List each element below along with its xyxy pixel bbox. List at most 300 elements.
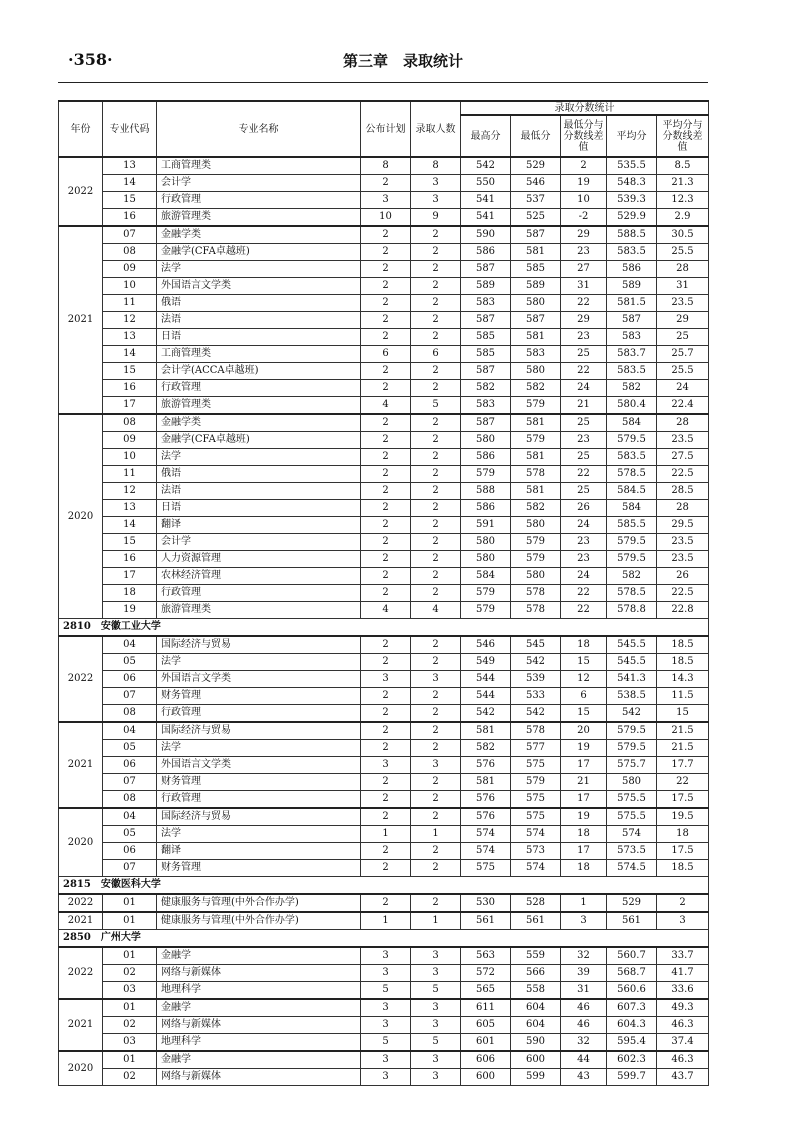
cell-avg: 539.3	[607, 192, 657, 209]
cell-code: 05	[103, 740, 157, 757]
cell-min-diff: 31	[561, 278, 607, 295]
cell-avg-diff: 19.5	[657, 808, 709, 826]
cell-avg: 580.4	[607, 397, 657, 415]
cell-min: 574	[511, 826, 561, 843]
cell-avg: 573.5	[607, 843, 657, 860]
cell-max: 574	[461, 843, 511, 860]
cell-max: 579	[461, 585, 511, 602]
cell-max: 586	[461, 449, 511, 466]
cell-avg: 560.7	[607, 947, 657, 965]
cell-code: 14	[103, 517, 157, 534]
cell-name: 财务管理	[157, 860, 361, 877]
cell-min-diff: 24	[561, 568, 607, 585]
cell-max: 574	[461, 826, 511, 843]
cell-avg: 584	[607, 500, 657, 517]
cell-admitted: 1	[411, 826, 461, 843]
cell-plan: 1	[361, 826, 411, 843]
cell-avg: 607.3	[607, 999, 657, 1017]
cell-min-diff: 24	[561, 517, 607, 534]
cell-admitted: 2	[411, 860, 461, 877]
cell-avg: 574	[607, 826, 657, 843]
table-row	[59, 1051, 709, 1069]
table-row	[59, 791, 709, 809]
cell-max: 583	[461, 295, 511, 312]
cell-code: 04	[103, 808, 157, 826]
table-row	[59, 449, 709, 466]
cell-min: 582	[511, 380, 561, 397]
cell-plan: 2	[361, 688, 411, 705]
cell-avg: 529	[607, 894, 657, 912]
table-row	[59, 278, 709, 295]
cell-name: 外国语言文学类	[157, 278, 361, 295]
cell-avg-diff: 33.7	[657, 947, 709, 965]
cell-name: 俄语	[157, 295, 361, 312]
cell-min: 589	[511, 278, 561, 295]
cell-avg-diff: 23.5	[657, 295, 709, 312]
cell-admitted: 3	[411, 1069, 461, 1086]
cell-name: 行政管理	[157, 380, 361, 397]
cell-min-diff: 20	[561, 722, 607, 740]
cell-avg-diff: 29	[657, 312, 709, 329]
cell-admitted: 2	[411, 774, 461, 791]
cell-min-diff: -2	[561, 209, 607, 227]
cell-min-diff: 25	[561, 449, 607, 466]
cell-min: 581	[511, 244, 561, 261]
cell-name: 法学	[157, 826, 361, 843]
cell-code: 09	[103, 261, 157, 278]
cell-avg: 580	[607, 774, 657, 791]
cell-max: 587	[461, 414, 511, 432]
year-cell: 2021	[59, 912, 103, 930]
cell-min-diff: 23	[561, 432, 607, 449]
cell-name: 法语	[157, 312, 361, 329]
cell-max: 576	[461, 791, 511, 809]
cell-avg: 584	[607, 414, 657, 432]
cell-max: 581	[461, 774, 511, 791]
cell-code: 19	[103, 602, 157, 619]
cell-avg: 579.5	[607, 534, 657, 551]
cell-min: 575	[511, 808, 561, 826]
cell-name: 会计学	[157, 534, 361, 551]
cell-min: 579	[511, 774, 561, 791]
cell-code: 06	[103, 757, 157, 774]
cell-max: 550	[461, 175, 511, 192]
cell-code: 04	[103, 636, 157, 654]
cell-avg: 538.5	[607, 688, 657, 705]
table-row	[59, 947, 709, 965]
cell-plan: 2	[361, 740, 411, 757]
cell-plan: 2	[361, 295, 411, 312]
cell-avg: 579.5	[607, 551, 657, 568]
cell-code: 15	[103, 192, 157, 209]
table-row	[59, 483, 709, 500]
cell-code: 08	[103, 244, 157, 261]
cell-admitted: 2	[411, 722, 461, 740]
cell-min-diff: 23	[561, 534, 607, 551]
table-row	[59, 312, 709, 329]
year-cell: 2021	[59, 226, 103, 414]
cell-avg: 578.8	[607, 602, 657, 619]
cell-admitted: 2	[411, 312, 461, 329]
cell-name: 金融学类	[157, 414, 361, 432]
cell-admitted: 2	[411, 654, 461, 671]
cell-admitted: 2	[411, 843, 461, 860]
table-row	[59, 568, 709, 585]
cell-name: 日语	[157, 329, 361, 346]
cell-min: 561	[511, 912, 561, 930]
cell-code: 01	[103, 894, 157, 912]
cell-min-diff: 29	[561, 226, 607, 244]
cell-min: 581	[511, 414, 561, 432]
cell-avg-diff: 25.7	[657, 346, 709, 363]
cell-admitted: 2	[411, 261, 461, 278]
cell-avg-diff: 12.3	[657, 192, 709, 209]
cell-name: 行政管理	[157, 192, 361, 209]
cell-min-diff: 17	[561, 843, 607, 860]
cell-avg: 583.5	[607, 244, 657, 261]
cell-min: 578	[511, 466, 561, 483]
col-name: 专业名称	[157, 101, 361, 157]
cell-plan: 3	[361, 1069, 411, 1086]
cell-code: 07	[103, 688, 157, 705]
cell-admitted: 2	[411, 688, 461, 705]
cell-code: 05	[103, 826, 157, 843]
cell-name: 金融学	[157, 947, 361, 965]
cell-min: 573	[511, 843, 561, 860]
cell-max: 580	[461, 534, 511, 551]
cell-min-diff: 3	[561, 912, 607, 930]
cell-avg: 583.7	[607, 346, 657, 363]
cell-code: 08	[103, 705, 157, 723]
table-row	[59, 551, 709, 568]
cell-max: 582	[461, 740, 511, 757]
cell-max: 584	[461, 568, 511, 585]
cell-avg-diff: 22.5	[657, 466, 709, 483]
cell-plan: 2	[361, 278, 411, 295]
cell-min: 581	[511, 483, 561, 500]
cell-plan: 2	[361, 774, 411, 791]
cell-plan: 3	[361, 671, 411, 688]
cell-min-diff: 22	[561, 466, 607, 483]
table-body	[59, 157, 709, 1086]
cell-max: 580	[461, 551, 511, 568]
col-avg-diff: 平均分与分数线差值	[657, 115, 709, 157]
cell-code: 11	[103, 295, 157, 312]
cell-admitted: 2	[411, 791, 461, 809]
cell-name: 人力资源管理	[157, 551, 361, 568]
table-row	[59, 843, 709, 860]
cell-code: 13	[103, 157, 157, 175]
cell-admitted: 2	[411, 705, 461, 723]
cell-admitted: 5	[411, 397, 461, 415]
cell-avg-diff: 18.5	[657, 654, 709, 671]
cell-admitted: 5	[411, 1034, 461, 1052]
cell-plan: 2	[361, 432, 411, 449]
cell-min-diff: 31	[561, 982, 607, 1000]
cell-min: 525	[511, 209, 561, 227]
cell-admitted: 2	[411, 483, 461, 500]
cell-admitted: 3	[411, 999, 461, 1017]
cell-code: 12	[103, 312, 157, 329]
cell-admitted: 2	[411, 534, 461, 551]
cell-max: 530	[461, 894, 511, 912]
cell-name: 地理科学	[157, 1034, 361, 1052]
cell-name: 行政管理	[157, 585, 361, 602]
col-stats-group: 录取分数统计	[461, 101, 709, 115]
cell-max: 561	[461, 912, 511, 930]
cell-avg-diff: 23.5	[657, 551, 709, 568]
cell-admitted: 2	[411, 585, 461, 602]
cell-min: 529	[511, 157, 561, 175]
cell-admitted: 2	[411, 244, 461, 261]
cell-admitted: 3	[411, 757, 461, 774]
cell-admitted: 2	[411, 517, 461, 534]
cell-avg: 587	[607, 312, 657, 329]
cell-min-diff: 18	[561, 636, 607, 654]
table-row	[59, 329, 709, 346]
cell-avg: 579.5	[607, 740, 657, 757]
chapter-title: 第三章 录取统计	[343, 52, 464, 70]
table-row	[59, 602, 709, 619]
cell-admitted: 2	[411, 329, 461, 346]
cell-min-diff: 23	[561, 329, 607, 346]
cell-min: 604	[511, 999, 561, 1017]
cell-min-diff: 1	[561, 894, 607, 912]
cell-avg-diff: 11.5	[657, 688, 709, 705]
cell-code: 05	[103, 654, 157, 671]
year-cell: 2022	[59, 894, 103, 912]
cell-avg: 561	[607, 912, 657, 930]
cell-max: 544	[461, 671, 511, 688]
table-row	[59, 517, 709, 534]
year-cell: 2020	[59, 808, 103, 877]
cell-name: 外国语言文学类	[157, 671, 361, 688]
year-cell: 2020	[59, 1051, 103, 1086]
cell-name: 翻译	[157, 843, 361, 860]
cell-avg: 582	[607, 380, 657, 397]
table-row	[59, 636, 709, 654]
cell-avg-diff: 26	[657, 568, 709, 585]
cell-plan: 2	[361, 244, 411, 261]
cell-code: 12	[103, 483, 157, 500]
cell-avg: 602.3	[607, 1051, 657, 1069]
university-row	[59, 619, 709, 637]
cell-admitted: 2	[411, 808, 461, 826]
cell-min: 580	[511, 568, 561, 585]
table-row	[59, 912, 709, 930]
cell-plan: 2	[361, 894, 411, 912]
cell-admitted: 3	[411, 192, 461, 209]
cell-avg: 584.5	[607, 483, 657, 500]
cell-avg: 578.5	[607, 466, 657, 483]
cell-max: 575	[461, 860, 511, 877]
cell-avg: 585.5	[607, 517, 657, 534]
cell-name: 旅游管理类	[157, 397, 361, 415]
cell-avg: 560.6	[607, 982, 657, 1000]
cell-admitted: 5	[411, 982, 461, 1000]
col-admitted: 录取人数	[411, 101, 461, 157]
table-row	[59, 363, 709, 380]
cell-avg: 583.5	[607, 363, 657, 380]
cell-avg: 599.7	[607, 1069, 657, 1086]
cell-avg: 545.5	[607, 654, 657, 671]
university-row	[59, 877, 709, 895]
cell-avg-diff: 37.4	[657, 1034, 709, 1052]
cell-plan: 2	[361, 449, 411, 466]
cell-min: 579	[511, 551, 561, 568]
cell-min-diff: 19	[561, 175, 607, 192]
cell-code: 13	[103, 329, 157, 346]
cell-min: 539	[511, 671, 561, 688]
cell-max: 544	[461, 688, 511, 705]
cell-avg-diff: 30.5	[657, 226, 709, 244]
table-row	[59, 965, 709, 982]
cell-code: 10	[103, 278, 157, 295]
cell-avg-diff: 31	[657, 278, 709, 295]
cell-plan: 2	[361, 808, 411, 826]
cell-code: 14	[103, 346, 157, 363]
cell-avg: 568.7	[607, 965, 657, 982]
cell-avg-diff: 29.5	[657, 517, 709, 534]
cell-max: 605	[461, 1017, 511, 1034]
cell-min-diff: 21	[561, 397, 607, 415]
cell-max: 606	[461, 1051, 511, 1069]
cell-min: 545	[511, 636, 561, 654]
cell-min: 580	[511, 295, 561, 312]
cell-min: 542	[511, 705, 561, 723]
cell-avg: 542	[607, 705, 657, 723]
cell-min-diff: 2	[561, 157, 607, 175]
cell-name: 国际经济与贸易	[157, 808, 361, 826]
cell-avg-diff: 18	[657, 826, 709, 843]
table-row	[59, 1034, 709, 1052]
cell-min: 585	[511, 261, 561, 278]
table-row	[59, 295, 709, 312]
col-max: 最高分	[461, 115, 511, 157]
cell-code: 09	[103, 432, 157, 449]
cell-avg: 583	[607, 329, 657, 346]
table-row	[59, 826, 709, 843]
cell-name: 法语	[157, 483, 361, 500]
cell-name: 工商管理类	[157, 346, 361, 363]
cell-name: 金融学(CFA卓越班)	[157, 432, 361, 449]
cell-name: 网络与新媒体	[157, 1017, 361, 1034]
cell-plan: 2	[361, 636, 411, 654]
table-row	[59, 226, 709, 244]
cell-min-diff: 39	[561, 965, 607, 982]
cell-min-diff: 24	[561, 380, 607, 397]
table-row	[59, 175, 709, 192]
cell-avg-diff: 22	[657, 774, 709, 791]
year-cell: 2022	[59, 636, 103, 722]
cell-name: 网络与新媒体	[157, 1069, 361, 1086]
cell-avg-diff: 33.6	[657, 982, 709, 1000]
cell-plan: 2	[361, 722, 411, 740]
cell-avg-diff: 23.5	[657, 432, 709, 449]
cell-max: 581	[461, 722, 511, 740]
cell-admitted: 3	[411, 175, 461, 192]
col-year: 年份	[59, 101, 103, 157]
year-cell: 2022	[59, 947, 103, 999]
university-title: 2815 安徽医科大学	[59, 877, 709, 895]
cell-min: 574	[511, 860, 561, 877]
cell-max: 541	[461, 209, 511, 227]
cell-admitted: 6	[411, 346, 461, 363]
cell-min-diff: 46	[561, 999, 607, 1017]
cell-plan: 4	[361, 602, 411, 619]
table-row	[59, 757, 709, 774]
cell-avg: 588.5	[607, 226, 657, 244]
cell-plan: 2	[361, 483, 411, 500]
cell-min-diff: 25	[561, 414, 607, 432]
table-row	[59, 380, 709, 397]
col-min-diff: 最低分与分数线差值	[561, 115, 607, 157]
cell-min: 600	[511, 1051, 561, 1069]
cell-plan: 2	[361, 791, 411, 809]
cell-admitted: 3	[411, 1051, 461, 1069]
cell-avg-diff: 17.5	[657, 791, 709, 809]
table-row	[59, 894, 709, 912]
cell-avg-diff: 46.3	[657, 1017, 709, 1034]
cell-code: 02	[103, 1069, 157, 1086]
cell-code: 01	[103, 912, 157, 930]
admission-table	[58, 100, 709, 1086]
cell-min-diff: 29	[561, 312, 607, 329]
cell-min: 577	[511, 740, 561, 757]
cell-min: 578	[511, 585, 561, 602]
cell-code: 16	[103, 380, 157, 397]
cell-min-diff: 27	[561, 261, 607, 278]
cell-avg-diff: 17.7	[657, 757, 709, 774]
table-row	[59, 688, 709, 705]
cell-avg-diff: 2	[657, 894, 709, 912]
university-title: 2850 广州大学	[59, 930, 709, 948]
table-row	[59, 585, 709, 602]
cell-max: 541	[461, 192, 511, 209]
cell-max: 590	[461, 226, 511, 244]
cell-plan: 2	[361, 261, 411, 278]
cell-max: 565	[461, 982, 511, 1000]
cell-avg-diff: 46.3	[657, 1051, 709, 1069]
cell-avg-diff: 22.8	[657, 602, 709, 619]
cell-avg: 583.5	[607, 449, 657, 466]
university-row	[59, 930, 709, 948]
cell-max: 572	[461, 965, 511, 982]
cell-avg-diff: 24	[657, 380, 709, 397]
cell-min-diff: 12	[561, 671, 607, 688]
cell-min: 580	[511, 363, 561, 380]
cell-avg-diff: 18.5	[657, 636, 709, 654]
cell-min-diff: 19	[561, 808, 607, 826]
cell-code: 01	[103, 1051, 157, 1069]
cell-min: 537	[511, 192, 561, 209]
cell-min: 580	[511, 517, 561, 534]
cell-code: 11	[103, 466, 157, 483]
table-row	[59, 466, 709, 483]
cell-min-diff: 15	[561, 705, 607, 723]
col-plan: 公布计划	[361, 101, 411, 157]
cell-plan: 2	[361, 380, 411, 397]
table-row	[59, 982, 709, 1000]
cell-plan: 2	[361, 654, 411, 671]
cell-avg-diff: 28	[657, 414, 709, 432]
cell-min-diff: 15	[561, 654, 607, 671]
cell-max: 585	[461, 346, 511, 363]
cell-min-diff: 21	[561, 774, 607, 791]
cell-min-diff: 10	[561, 192, 607, 209]
cell-plan: 3	[361, 192, 411, 209]
table-row	[59, 346, 709, 363]
